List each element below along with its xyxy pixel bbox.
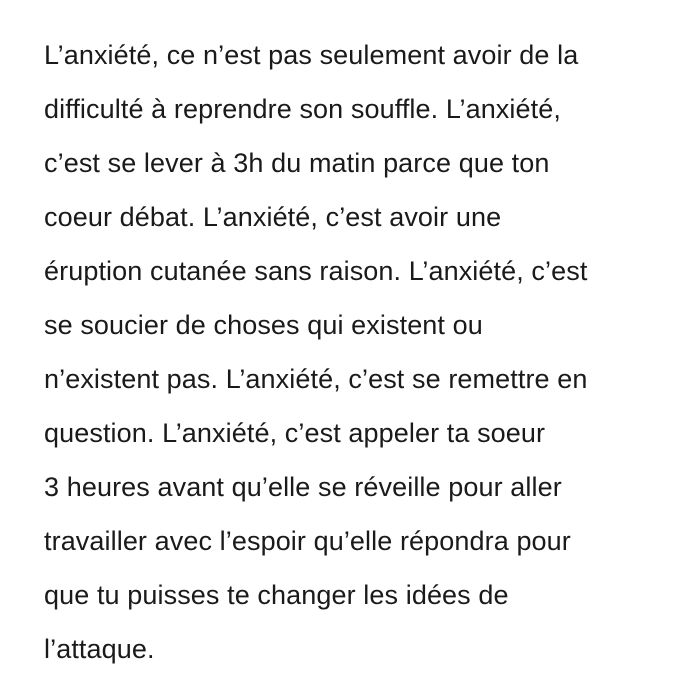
- text-line-5: éruption cutanée sans raison. L’anxiété, c’est: [44, 256, 588, 286]
- text-line-12: l’attaque.: [44, 634, 155, 664]
- text-line-8: question. L’anxiété, c’est appeler ta soeur: [44, 418, 546, 448]
- text-line-6: se soucier de choses qui existent ou: [44, 310, 483, 340]
- text-line-1: L’anxiété, ce n’est pas seulement avoir de la: [44, 40, 579, 70]
- text-line-11: que tu puisses te changer les idées de: [44, 580, 509, 610]
- text-line-4: coeur débat. L’anxiété, c’est avoir une: [44, 202, 502, 232]
- text-line-3: c’est se lever à 3h du matin parce que ton: [44, 148, 550, 178]
- text-line-9: 3 heures avant qu’elle se réveille pour aller: [44, 472, 562, 502]
- text-line-2: difficulté à reprendre son souffle. L’anxiété,: [44, 94, 561, 124]
- quote-paragraph: [44, 28, 680, 676]
- text-line-10: travailler avec l’espoir qu’elle répondra pour: [44, 526, 571, 556]
- text-line-7: n’existent pas. L’anxiété, c’est se remettre en: [44, 364, 588, 394]
